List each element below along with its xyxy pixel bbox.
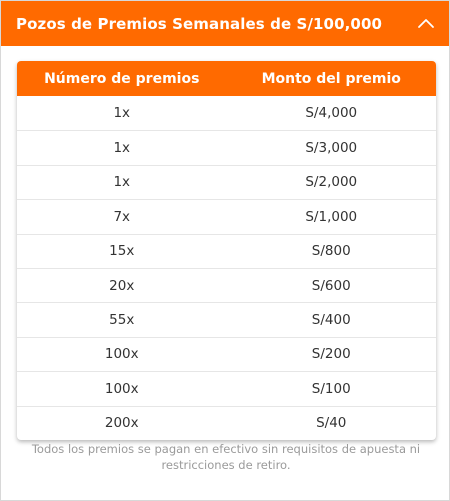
prize-count-cell: 15x xyxy=(109,243,135,260)
table-header-row xyxy=(17,61,436,96)
table-row xyxy=(17,96,436,130)
column-header-prize-count: Número de premios xyxy=(44,70,200,87)
prize-amount-cell: S/100 xyxy=(311,380,351,397)
prize-amount-cell: S/600 xyxy=(311,277,351,294)
prize-count-cell: 20x xyxy=(109,277,135,294)
prize-count-cell: 100x xyxy=(104,380,139,397)
panel-title: Pozos de Premios Semanales de S/100,000 xyxy=(16,14,383,33)
table-row xyxy=(17,130,436,164)
prize-amount-cell: S/4,000 xyxy=(305,105,358,122)
prize-count-cell: 100x xyxy=(104,346,139,363)
table-row xyxy=(17,234,436,268)
prize-amount-cell: S/400 xyxy=(311,312,351,329)
table-row xyxy=(17,371,436,405)
chevron-up-icon[interactable] xyxy=(417,16,435,30)
accordion-header[interactable] xyxy=(1,1,449,46)
table-row xyxy=(17,302,436,336)
prize-amount-cell: S/800 xyxy=(311,243,351,260)
terms-footnote: Todos los premios se pagan en efectivo sin requisitos de apuesta ni restricciones de retiro. xyxy=(31,442,421,472)
column-header-prize-amount: Monto del premio xyxy=(261,70,401,87)
prize-amount-cell: S/40 xyxy=(316,415,347,432)
table-body xyxy=(17,96,436,440)
prize-count-cell: 55x xyxy=(109,312,135,329)
table-row xyxy=(17,268,436,302)
table-row xyxy=(17,199,436,233)
prize-count-cell: 7x xyxy=(113,208,131,225)
prize-amount-cell: S/200 xyxy=(311,346,351,363)
prize-count-cell: 1x xyxy=(113,140,131,157)
prize-count-cell: 1x xyxy=(113,174,131,191)
prize-amount-cell: S/2,000 xyxy=(305,174,358,191)
table-row xyxy=(17,337,436,371)
table-row xyxy=(17,165,436,199)
prize-amount-cell: S/1,000 xyxy=(305,208,358,225)
prize-table xyxy=(17,61,436,440)
table-row xyxy=(17,406,436,440)
prize-count-cell: 200x xyxy=(104,415,139,432)
prize-count-cell: 1x xyxy=(113,105,131,122)
prize-amount-cell: S/3,000 xyxy=(305,140,358,157)
